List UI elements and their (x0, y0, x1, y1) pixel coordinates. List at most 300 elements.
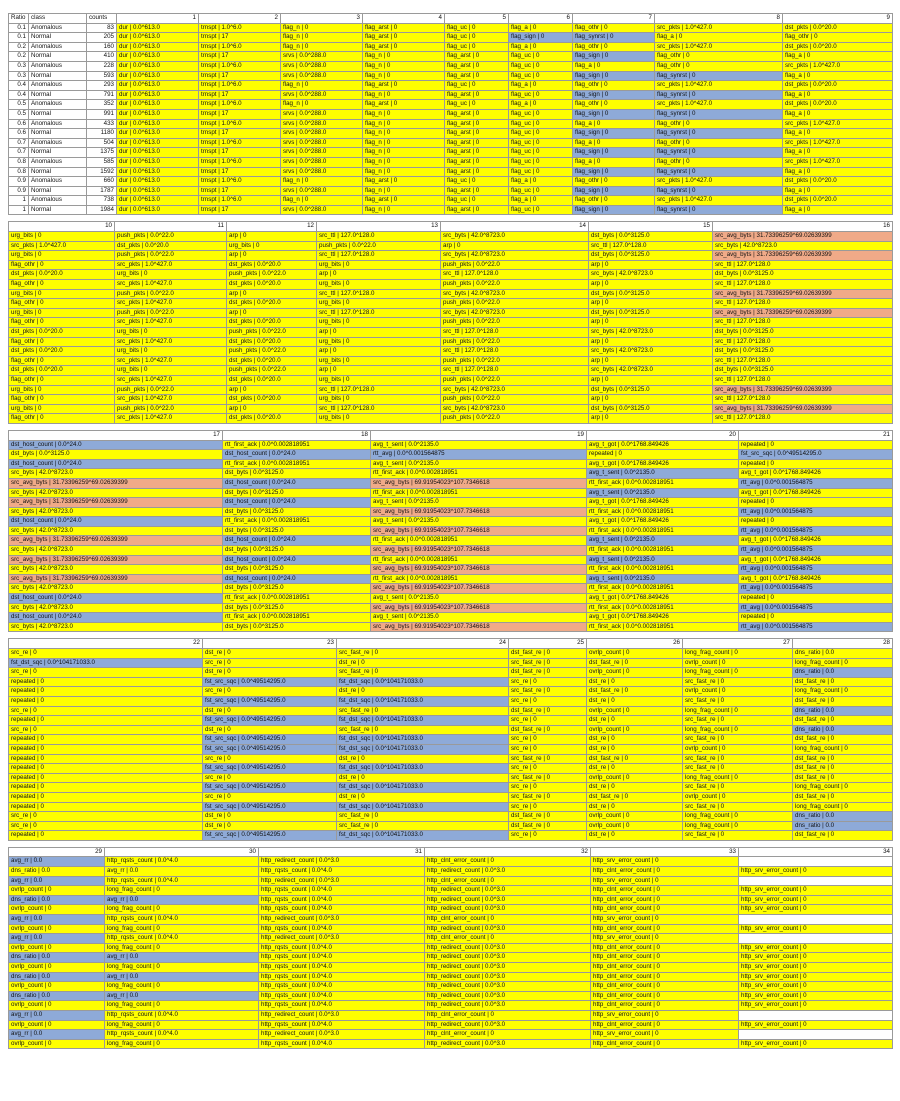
table-row (9, 716, 893, 726)
feature-cell: src_fast_re | 0 (337, 821, 509, 831)
feature-cell: flag_othr | 0 (9, 260, 115, 270)
feature-cell: http_clnt_error_count | 0 (425, 857, 591, 867)
feature-cell: src_avg_byts | 31.73396259^69.02639399 (9, 478, 223, 488)
column-header: Ratio (9, 14, 29, 24)
feature-cell: flag_othr | 0 (9, 395, 115, 405)
feature-cell: src_re | 0 (509, 783, 587, 793)
feature-cell: src_pkts | 1.0^427.0 (115, 337, 227, 347)
feature-cell: src_fast_re | 0 (683, 783, 793, 793)
ratio-cell: 0.8 (9, 157, 29, 167)
feature-cell: dst_byts | 0.0^3125.0 (9, 450, 223, 460)
feature-cell: src_re | 0 (509, 831, 587, 841)
feature-cell: repeated | 0 (739, 517, 893, 527)
feature-cell: dst_re | 0 (587, 677, 683, 687)
feature-cell: flag_n | 0 (281, 196, 363, 206)
feature-cell: srvs | 0.0^288.0 (281, 71, 363, 81)
count-cell: 433 (87, 119, 117, 129)
column-header: 28 (793, 639, 893, 649)
ratio-cell: 0.2 (9, 52, 29, 62)
feature-cell: fst_src_sqc | 0.0^49514295.0 (203, 735, 337, 745)
feature-cell: src_avg_byts | 69.91954023^107.7346618 (371, 622, 587, 632)
feature-cell: avg_t_got | 0.0^1768.849426 (587, 440, 739, 450)
feature-cell: src_byts | 42.0^8723.0 (9, 507, 223, 517)
feature-cell: avg_rr | 0.0 (9, 915, 105, 925)
feature-cell: dur | 0.0^613.0 (117, 157, 199, 167)
ratio-cell: 0.8 (9, 167, 29, 177)
feature-cell: http_redirect_count | 0.0^3.0 (259, 1030, 425, 1040)
feature-cell: dns_ratio | 0.0 (793, 812, 893, 822)
feature-cell: push_pkts | 0.0^22.0 (441, 318, 589, 328)
feature-cell: repeated | 0 (9, 773, 203, 783)
feature-cell: push_pkts | 0.0^22.0 (115, 289, 227, 299)
feature-cell: repeated | 0 (9, 792, 203, 802)
feature-cell: flag_sign | 0 (573, 129, 655, 139)
feature-cell: flag_n | 0 (363, 138, 445, 148)
feature-cell: push_pkts | 0.0^22.0 (441, 260, 589, 270)
column-header: 7 (573, 14, 655, 24)
table-row (9, 385, 893, 395)
feature-cell: src_pkts | 1.0^427.0 (655, 177, 783, 187)
feature-cell: flag_sign | 0 (573, 109, 655, 119)
feature-cell: ovrlp_count | 0 (9, 924, 105, 934)
feature-cell: src_byts | 42.0^8723.0 (441, 289, 589, 299)
feature-cell: ovrlp_count | 0 (9, 1039, 105, 1049)
feature-cell: flag_othr | 0 (9, 356, 115, 366)
table-row (9, 52, 893, 62)
feature-cell: dur | 0.0^613.0 (117, 148, 199, 158)
feature-cell: flag_a | 0 (573, 61, 655, 71)
feature-cell: flag_sign | 0 (573, 52, 655, 62)
feature-cell: trnspt | 17 (199, 52, 281, 62)
feature-cell: flag_uc | 0 (445, 100, 509, 110)
feature-cell: repeated | 0 (9, 783, 203, 793)
feature-cell: flag_n | 0 (281, 33, 363, 43)
table-row (9, 764, 893, 774)
table-row (9, 1039, 893, 1049)
column-header: 26 (587, 639, 683, 649)
feature-cell: flag_n | 0 (281, 100, 363, 110)
feature-cell: http_srv_error_count | 0 (739, 953, 893, 963)
feature-cell: src_fast_re | 0 (509, 687, 587, 697)
feature-cell: dst_re | 0 (337, 754, 509, 764)
ratio-cell: 0.9 (9, 177, 29, 187)
feature-cell: http_rqsts_count | 0.0^4.0 (105, 1010, 259, 1020)
table-row (9, 603, 893, 613)
feature-cell: dst_byts | 0.0^3125.0 (223, 622, 371, 632)
class-cell: Normal (29, 90, 87, 100)
feature-cell: flag_sign | 0 (573, 167, 655, 177)
feature-cell: long_frag_count | 0 (793, 658, 893, 668)
table-row (9, 318, 893, 328)
feature-cell: src_pkts | 1.0^427.0 (115, 280, 227, 290)
ratio-cell: 0.5 (9, 109, 29, 119)
feature-cell: src_pkts | 1.0^427.0 (783, 61, 893, 71)
feature-cell: urg_bits | 0 (9, 308, 115, 318)
header-row (9, 222, 893, 232)
feature-cell: dst_byts | 0.0^3125.0 (223, 565, 371, 575)
feature-cell: http_clnt_error_count | 0 (591, 943, 739, 953)
feature-cell: ovrlp_count | 0 (9, 1001, 105, 1011)
feature-cell: avg_t_sent | 0.0^2135.0 (587, 555, 739, 565)
feature-cell: flag_a | 0 (509, 196, 573, 206)
feature-cell: dst_re | 0 (203, 668, 337, 678)
feature-cell: dst_host_count | 0.0^24.0 (223, 478, 371, 488)
feature-cell: http_redirect_count | 0.0^3.0 (425, 953, 591, 963)
count-cell: 1787 (87, 186, 117, 196)
table-row (9, 299, 893, 309)
feature-cell: long_frag_count | 0 (105, 963, 259, 973)
feature-cell: avg_rr | 0.0 (105, 953, 259, 963)
feature-cell: dur | 0.0^613.0 (117, 196, 199, 206)
feature-cell: urg_bits | 0 (317, 299, 441, 309)
feature-cell: ovrlp_count | 0 (9, 905, 105, 915)
feature-cell: rtt_first_ack | 0.0^0.002818951 (223, 613, 371, 623)
feature-cell: dst_byts | 0.0^3125.0 (223, 488, 371, 498)
feature-cell: flag_othr | 0 (655, 52, 783, 62)
feature-cell: http_clnt_error_count | 0 (591, 991, 739, 1001)
feature-cell: src_pkts | 1.0^427.0 (655, 196, 783, 206)
feature-cell: push_pkts | 0.0^22.0 (115, 232, 227, 242)
feature-cell: dns_ratio | 0.0 (793, 725, 893, 735)
feature-cell: flag_sign | 0 (573, 186, 655, 196)
feature-cell: http_redirect_count | 0.0^3.0 (259, 915, 425, 925)
feature-cell: urg_bits | 0 (317, 337, 441, 347)
feature-cell: srvs | 0.0^288.0 (281, 186, 363, 196)
feature-cell: http_clnt_error_count | 0 (591, 972, 739, 982)
feature-cell: dst_pkts | 0.0^20.0 (227, 318, 317, 328)
feature-cell: flag_synrst | 0 (655, 109, 783, 119)
class-cell: Anomalous (29, 196, 87, 206)
feature-cell: http_srv_error_count | 0 (591, 934, 739, 944)
feature-cell: urg_bits | 0 (115, 270, 227, 280)
feature-cell: fst_src_sqc | 0.0^49514295.0 (203, 696, 337, 706)
feature-cell: rtt_first_ack | 0.0^0.002818951 (587, 622, 739, 632)
class-cell: Normal (29, 186, 87, 196)
feature-cell: arp | 0 (441, 241, 589, 251)
feature-cell: arp | 0 (589, 414, 713, 424)
feature-cell: trnspt | 1.0^6.0 (199, 23, 281, 33)
feature-cell: flag_uc | 0 (509, 119, 573, 129)
feature-cell: dst_pkts | 0.0^20.0 (783, 81, 893, 91)
feature-cell: src_ttl | 127.0^128.0 (317, 289, 441, 299)
column-header: 5 (445, 14, 509, 24)
feature-cell: flag_arst | 0 (445, 157, 509, 167)
feature-cell: rtt_avg | 0.0^0.001564875 (739, 546, 893, 556)
feature-cell: dst_re | 0 (337, 687, 509, 697)
feature-cell: ovrlp_count | 0 (587, 668, 683, 678)
feature-cell: src_re | 0 (9, 725, 203, 735)
feature-cell: flag_arst | 0 (445, 129, 509, 139)
feature-cell: dst_byts | 0.0^3125.0 (223, 507, 371, 517)
table-row (9, 915, 893, 925)
feature-cell: ovrlp_count | 0 (683, 744, 793, 754)
feature-cell: flag_uc | 0 (445, 42, 509, 52)
feature-cell: src_fast_re | 0 (337, 812, 509, 822)
feature-cell: flag_othr | 0 (9, 280, 115, 290)
feature-cell: dst_byts | 0.0^3125.0 (713, 328, 893, 338)
feature-cell: flag_othr | 0 (9, 375, 115, 385)
feature-cell: dns_ratio | 0.0 (9, 953, 105, 963)
feature-cell: avg_t_got | 0.0^1768.849426 (739, 488, 893, 498)
feature-cell: rtt_avg | 0.0^0.001564875 (739, 622, 893, 632)
table-row (9, 478, 893, 488)
feature-cell: src_avg_byts | 31.73396259^69.02639399 (9, 555, 223, 565)
feature-cell: dst_byts | 0.0^3125.0 (223, 603, 371, 613)
feature-cell: http_redirect_count | 0.0^3.0 (425, 963, 591, 973)
feature-cell: src_re | 0 (9, 649, 203, 659)
feature-cell: src_fast_re | 0 (509, 773, 587, 783)
feature-cell: src_byts | 42.0^8723.0 (9, 603, 223, 613)
table-row (9, 251, 893, 261)
feature-cell: dst_byts | 0.0^3125.0 (223, 526, 371, 536)
feature-cell: repeated | 0 (9, 677, 203, 687)
table-row (9, 232, 893, 242)
column-header: 15 (589, 222, 713, 232)
feature-cell: arp | 0 (589, 299, 713, 309)
table-row (9, 658, 893, 668)
feature-cell: src_byts | 42.0^8723.0 (441, 232, 589, 242)
feature-cell: flag_synrst | 0 (573, 33, 655, 43)
feature-cell: srvs | 0.0^288.0 (281, 129, 363, 139)
feature-cell: long_frag_count | 0 (105, 1001, 259, 1011)
feature-cell: arp | 0 (589, 375, 713, 385)
feature-cell: repeated | 0 (587, 450, 739, 460)
feature-cell: avg_rr | 0.0 (9, 1030, 105, 1040)
table-row (9, 260, 893, 270)
feature-cell: http_rqsts_count | 0.0^4.0 (259, 1001, 425, 1011)
feature-cell: urg_bits | 0 (317, 280, 441, 290)
feature-cell: dur | 0.0^613.0 (117, 71, 199, 81)
feature-cell: avg_rr | 0.0 (9, 876, 105, 886)
table-row (9, 773, 893, 783)
feature-cell: http_rqsts_count | 0.0^4.0 (259, 924, 425, 934)
feature-cell: repeated | 0 (9, 831, 203, 841)
feature-cell: flag_n | 0 (363, 129, 445, 139)
table-row (9, 129, 893, 139)
feature-cell: src_ttl | 127.0^128.0 (317, 385, 441, 395)
feature-cell: http_clnt_error_count | 0 (591, 924, 739, 934)
feature-cell: push_pkts | 0.0^22.0 (227, 347, 317, 357)
feature-cell: urg_bits | 0 (317, 260, 441, 270)
feature-cell: flag_a | 0 (783, 205, 893, 215)
feature-cell: dst_host_count | 0.0^24.0 (223, 555, 371, 565)
feature-cell: ovrlp_count | 0 (9, 1020, 105, 1030)
feature-cell: src_ttl | 127.0^128.0 (317, 251, 441, 261)
feature-cell: dst_fast_re | 0 (509, 706, 587, 716)
feature-cell: dst_host_count | 0.0^24.0 (223, 450, 371, 460)
feature-cell: http_rqsts_count | 0.0^4.0 (105, 1030, 259, 1040)
feature-cell: repeated | 0 (9, 687, 203, 697)
feature-cell: flag_othr | 0 (573, 42, 655, 52)
feature-cell: avg_t_got | 0.0^1768.849426 (587, 594, 739, 604)
feature-cell: urg_bits | 0 (317, 375, 441, 385)
feature-cell: trnspt | 1.0^6.0 (199, 100, 281, 110)
feature-cell: src_pkts | 1.0^427.0 (115, 395, 227, 405)
feature-cell: flag_n | 0 (363, 52, 445, 62)
feature-cell: long_frag_count | 0 (105, 1039, 259, 1049)
class-cell: Normal (29, 205, 87, 215)
feature-table-block-2 (8, 221, 893, 423)
feature-cell: dns_ratio | 0.0 (793, 821, 893, 831)
feature-cell: rtt_first_ack | 0.0^0.002818951 (371, 536, 587, 546)
feature-cell: src_ttl | 127.0^128.0 (713, 299, 893, 309)
table-row (9, 100, 893, 110)
feature-cell: flag_a | 0 (783, 148, 893, 158)
feature-cell: avg_t_sent | 0.0^2135.0 (371, 517, 587, 527)
table-row (9, 414, 893, 424)
feature-cell: src_ttl | 127.0^128.0 (441, 270, 589, 280)
table-row (9, 186, 893, 196)
feature-cell: fst_dst_sqc | 0.0^104171033.0 (9, 658, 203, 668)
feature-cell: http_clnt_error_count | 0 (591, 867, 739, 877)
feature-cell: repeated | 0 (739, 440, 893, 450)
feature-cell: src_byts | 42.0^8723.0 (9, 584, 223, 594)
table-row (9, 1010, 893, 1020)
feature-cell: src_ttl | 127.0^128.0 (713, 414, 893, 424)
feature-cell: long_frag_count | 0 (105, 982, 259, 992)
feature-cell: flag_arst | 0 (445, 138, 509, 148)
table-row (9, 812, 893, 822)
feature-cell: http_redirect_count | 0.0^3.0 (425, 895, 591, 905)
column-header: 9 (783, 14, 893, 24)
feature-cell: http_clnt_error_count | 0 (425, 876, 591, 886)
table-row (9, 308, 893, 318)
feature-cell: flag_uc | 0 (509, 148, 573, 158)
table-row (9, 687, 893, 697)
feature-cell: src_fast_re | 0 (337, 725, 509, 735)
column-header: 24 (337, 639, 509, 649)
feature-cell: trnspt | 17 (199, 90, 281, 100)
feature-cell: trnspt | 17 (199, 148, 281, 158)
feature-cell: dst_pkts | 0.0^20.0 (227, 299, 317, 309)
feature-cell: avg_rr | 0.0 (105, 867, 259, 877)
feature-cell: http_clnt_error_count | 0 (425, 915, 591, 925)
feature-cell: flag_a | 0 (509, 100, 573, 110)
feature-cell (739, 1010, 893, 1020)
feature-cell: urg_bits | 0 (9, 404, 115, 414)
table-row (9, 33, 893, 43)
table-row (9, 61, 893, 71)
table-row (9, 167, 893, 177)
feature-cell: urg_bits | 0 (227, 241, 317, 251)
feature-cell: arp | 0 (317, 347, 441, 357)
feature-cell: dst_pkts | 0.0^20.0 (9, 347, 115, 357)
column-header: 8 (655, 14, 783, 24)
feature-cell: http_rqsts_count | 0.0^4.0 (105, 857, 259, 867)
feature-cell: arp | 0 (317, 328, 441, 338)
feature-cell: http_redirect_count | 0.0^3.0 (425, 905, 591, 915)
feature-cell: flag_synrst | 0 (655, 90, 783, 100)
feature-cell: src_re | 0 (509, 744, 587, 754)
feature-cell: avg_t_sent | 0.0^2135.0 (371, 440, 587, 450)
feature-cell: push_pkts | 0.0^22.0 (441, 356, 589, 366)
feature-cell: rtt_first_ack | 0.0^0.002818951 (587, 584, 739, 594)
table-row (9, 706, 893, 716)
feature-cell: http_clnt_error_count | 0 (591, 895, 739, 905)
feature-cell: http_redirect_count | 0.0^3.0 (425, 943, 591, 953)
feature-cell: trnspt | 17 (199, 109, 281, 119)
feature-cell: flag_n | 0 (363, 71, 445, 81)
table-row (9, 754, 893, 764)
feature-cell: dst_fast_re | 0 (793, 764, 893, 774)
feature-cell: http_srv_error_count | 0 (739, 963, 893, 973)
feature-cell: srvs | 0.0^288.0 (281, 157, 363, 167)
feature-cell: rtt_first_ack | 0.0^0.002818951 (587, 526, 739, 536)
feature-cell: avg_t_sent | 0.0^2135.0 (371, 498, 587, 508)
feature-cell: flag_a | 0 (783, 90, 893, 100)
feature-cell: src_pkts | 1.0^427.0 (115, 260, 227, 270)
feature-cell: http_clnt_error_count | 0 (591, 886, 739, 896)
feature-cell: http_clnt_error_count | 0 (591, 1039, 739, 1049)
table-row (9, 649, 893, 659)
feature-cell: flag_a | 0 (573, 138, 655, 148)
feature-cell: flag_synrst | 0 (655, 148, 783, 158)
feature-cell: dst_byts | 0.0^3125.0 (589, 385, 713, 395)
table-row (9, 205, 893, 215)
table-row (9, 895, 893, 905)
feature-cell: rtt_avg | 0.0^0.001564875 (739, 526, 893, 536)
feature-cell: src_pkts | 1.0^427.0 (9, 241, 115, 251)
feature-cell: flag_a | 0 (509, 177, 573, 187)
feature-cell: flag_arst | 0 (445, 148, 509, 158)
count-cell: 1984 (87, 205, 117, 215)
feature-cell: flag_othr | 0 (9, 414, 115, 424)
feature-cell: arp | 0 (589, 395, 713, 405)
feature-cell: dur | 0.0^613.0 (117, 42, 199, 52)
feature-cell: flag_arst | 0 (445, 186, 509, 196)
feature-cell: dns_ratio | 0.0 (9, 895, 105, 905)
class-cell: Anomalous (29, 81, 87, 91)
class-cell: Normal (29, 71, 87, 81)
column-header: 30 (105, 847, 259, 857)
feature-cell: avg_t_sent | 0.0^2135.0 (587, 574, 739, 584)
table-row (9, 972, 893, 982)
feature-cell: src_re | 0 (203, 773, 337, 783)
feature-cell: src_avg_byts | 31.73396259^69.02639399 (713, 232, 893, 242)
feature-cell: src_avg_byts | 31.73396259^69.02639399 (713, 385, 893, 395)
column-header: 12 (227, 222, 317, 232)
feature-cell: long_frag_count | 0 (683, 706, 793, 716)
feature-cell: dst_fast_re | 0 (793, 677, 893, 687)
feature-cell: rtt_first_ack | 0.0^0.002818951 (371, 555, 587, 565)
feature-cell: http_srv_error_count | 0 (739, 991, 893, 1001)
feature-cell: src_avg_byts | 69.91954023^107.7346618 (371, 478, 587, 488)
feature-cell: dst_fast_re | 0 (587, 658, 683, 668)
table-row (9, 328, 893, 338)
feature-cell: flag_arst | 0 (445, 119, 509, 129)
feature-cell: src_byts | 42.0^8723.0 (9, 622, 223, 632)
feature-cell: avg_t_sent | 0.0^2135.0 (587, 536, 739, 546)
feature-cell: src_pkts | 1.0^427.0 (655, 42, 783, 52)
class-cell: Anomalous (29, 119, 87, 129)
feature-cell: repeated | 0 (739, 613, 893, 623)
feature-cell: repeated | 0 (9, 744, 203, 754)
feature-cell: dst_fast_re | 0 (509, 725, 587, 735)
feature-cell: flag_n | 0 (363, 205, 445, 215)
feature-cell: flag_arst | 0 (445, 90, 509, 100)
table-row (9, 196, 893, 206)
feature-cell: dur | 0.0^613.0 (117, 119, 199, 129)
feature-cell: http_rqsts_count | 0.0^4.0 (259, 1020, 425, 1030)
feature-cell: dst_re | 0 (203, 821, 337, 831)
column-header: 31 (259, 847, 425, 857)
feature-cell: http_clnt_error_count | 0 (591, 953, 739, 963)
feature-cell: push_pkts | 0.0^22.0 (115, 404, 227, 414)
feature-cell: src_byts | 42.0^8723.0 (589, 270, 713, 280)
feature-cell: urg_bits | 0 (9, 385, 115, 395)
feature-cell: flag_synrst | 0 (655, 186, 783, 196)
feature-cell: trnspt | 17 (199, 167, 281, 177)
